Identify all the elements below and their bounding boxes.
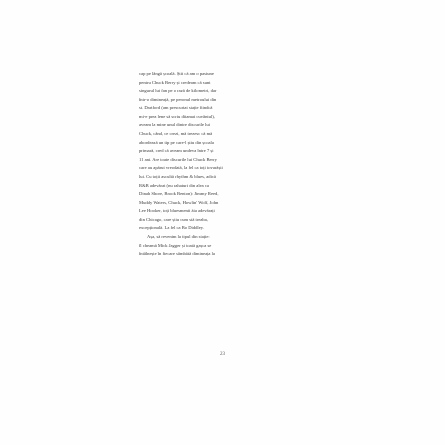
text-line: într-o dimineață, pe peronul metroului din	[139, 96, 217, 102]
text-line-paragraph-start: Așa, să revenim la tipul din stație:	[147, 233, 210, 239]
text-line: Chuck, când, ce crezi, mă trezesc că mă	[139, 131, 213, 137]
text-line: R&B adevărat (nu rahaturi din alea ca	[139, 182, 209, 188]
text-line: singurul lui fan pe o rază de kilometri, dar	[139, 88, 217, 94]
text-line: lui. Cu toții ascultă rhythm & blues, adică	[139, 173, 216, 179]
text-line: abordează un tip pe care-l știu din școala	[139, 139, 214, 145]
text-line: 11 ani. Are toate discurile lui Chuck Berry	[139, 156, 217, 162]
text-line: îl cheamă Mick Jagger și toată gașca se	[139, 242, 212, 248]
text-line: Dinah Shore, Brook Benton): Jimmy Reed,	[139, 191, 219, 197]
text-line: Muddy Waters, Chuck, Howlin' Wolf, John	[139, 199, 219, 205]
text-line: Lee Hooker, toți bluesmenii ăia adevărați	[139, 208, 215, 214]
text-line: st. Dartford (am prescurtat stație fiindcă	[139, 105, 213, 111]
text-line: aveam la mine unul dintre discurile lui	[139, 122, 210, 128]
body-text	[139, 70, 309, 259]
text-line: mi-e prea lene să scriu ditamai cuvântul),	[139, 113, 215, 119]
page-number: 23	[220, 352, 225, 357]
text-line: primară, cred că aveam undeva între 7 și	[139, 148, 214, 154]
text-line: din Chicago, care știu cum stă treaba,	[139, 216, 208, 222]
text-line: care au apărut vreodată, la fel ca toți tovarășii	[139, 165, 223, 171]
text-line: cap pe lângă școală. Știi că am o pasiune	[139, 71, 214, 76]
text-line: pentru Chuck Berry și credeam că sunt	[139, 79, 211, 85]
text-line: excepțională. La fel ca Bo Diddley.	[139, 225, 204, 231]
text-line: întâlnește în fiecare sâmbătă dimineața la	[139, 251, 215, 257]
